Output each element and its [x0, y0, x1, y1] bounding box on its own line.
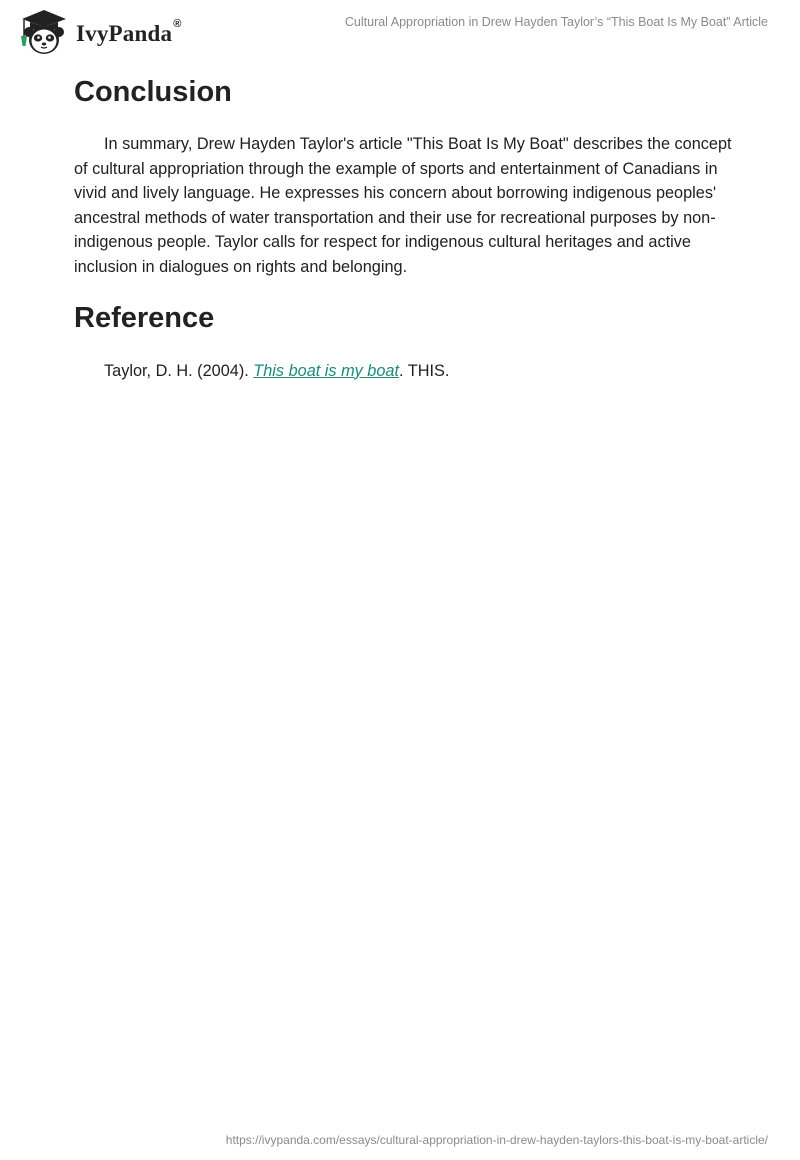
conclusion-paragraph: In summary, Drew Hayden Taylor's article "This Boat Is My Boat" describes the concept of cultural appropriation through the example of sports and entertainment of Canadians in vivid and lively language. He expresses his concern about borrowing indigenous peoples' ancestral methods of water transportation and their use for recreational purposes by non-indigenous people. Taylor calls for respect for indigenous cultural heritages and active inclusion in dialogues on rights and belonging.	[74, 135, 732, 276]
registered-mark: ®	[173, 18, 182, 30]
reference-author-year: Taylor, D. H. (2004).	[104, 361, 254, 380]
page-footer-url: https://ivypanda.com/essays/cultural-appropriation-in-drew-hayden-taylors-this-boat-is-my-boat-article/	[225, 1133, 768, 1147]
document-title: Cultural Appropriation in Drew Hayden Taylor’s “This Boat Is My Boat” Article	[344, 15, 768, 29]
ivypanda-logo[interactable]	[14, 8, 181, 58]
essay-content	[74, 72, 734, 383]
reference-source: . THIS.	[399, 361, 450, 380]
page-header	[0, 0, 800, 64]
reference-entry	[74, 359, 734, 383]
reference-title-link[interactable]: This boat is my boat	[253, 361, 399, 380]
panda-graduation-cap-icon	[14, 8, 74, 58]
conclusion-heading: Conclusion	[74, 76, 232, 108]
reference-section	[74, 298, 734, 383]
reference-heading: Reference	[74, 301, 215, 334]
conclusion-section	[74, 72, 734, 280]
logo-text: IvyPanda	[76, 21, 173, 46]
